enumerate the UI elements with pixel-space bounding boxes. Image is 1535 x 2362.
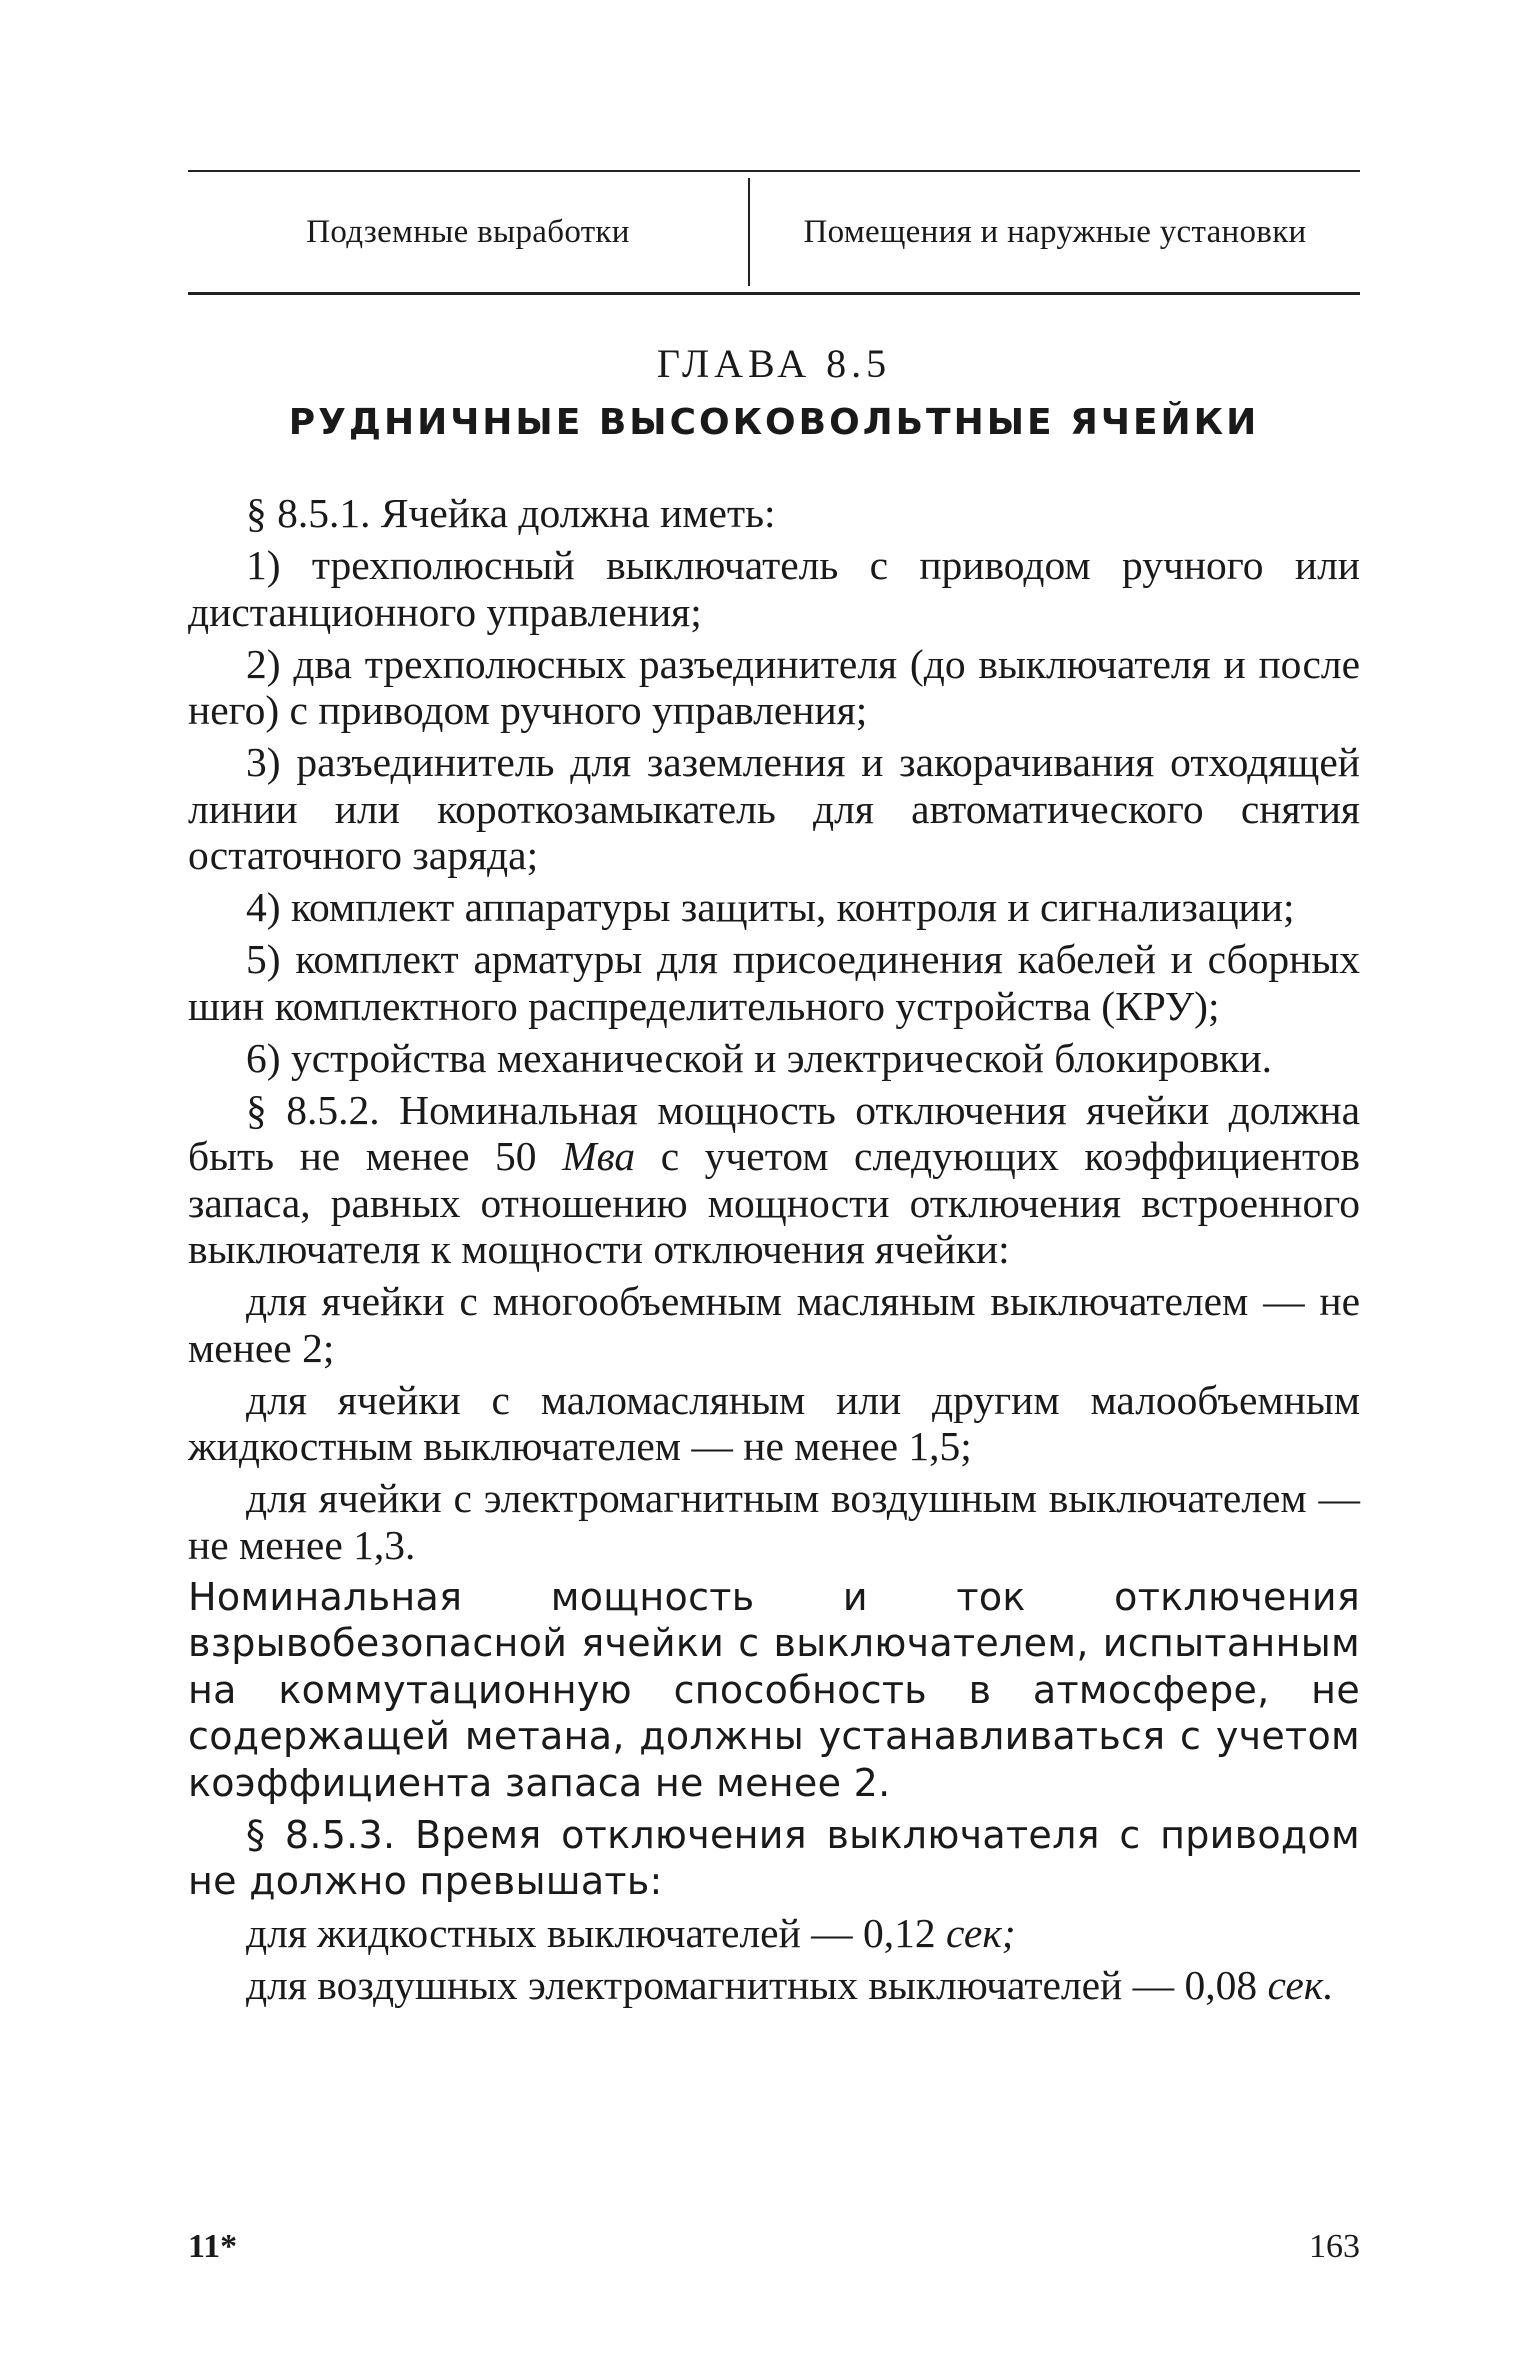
list-item: 1) трехполюсный выключатель с приводом ручного или дистанционного управления; xyxy=(188,542,1360,635)
unit-mva: Мва xyxy=(562,1133,636,1179)
unit-sec: сек. xyxy=(1267,1962,1334,2008)
list-item-text: для воздушных электромагнитных выключателей — 0,08 xyxy=(246,1962,1268,2008)
paragraph-8-5-1: § 8.5.1. Ячейка должна иметь: xyxy=(246,490,776,536)
paragraph-text: § 8.5.2. Номинальная мощность отключения ячейки должна быть не менее 50 xyxy=(188,1086,1360,1179)
chapter-title: РУДНИЧНЫЕ ВЫСОКОВОЛЬТНЫЕ ЯЧЕЙКИ xyxy=(288,402,1260,443)
page-number: 163 xyxy=(1309,2228,1360,2265)
list-item: для ячейки с многообъемным масляным выключателем — не менее 2; xyxy=(188,1278,1360,1371)
header-divider xyxy=(748,178,750,286)
chapter-label: ГЛАВА 8.5 xyxy=(656,341,892,386)
unit-sec: сек; xyxy=(946,1910,1016,1956)
list-item: для ячейки с маломасляным или другим малообъемным жидкостным выключателем — не менее 1,5; xyxy=(188,1376,1360,1469)
section-header-table xyxy=(188,170,1360,295)
page-footer xyxy=(188,2228,1360,2274)
signature-mark: 11* xyxy=(188,2228,238,2265)
header-cell-underground: Подземные выработки xyxy=(306,213,630,250)
paragraph-note: Номинальная мощность и ток отключения взрывобезопасной ячейки с выключателем, испытанным на коммутационную способность в атмосфере, не содержащей метана, должны устанавливаться с учетом коэффициента запаса не менее 2. xyxy=(188,1574,1360,1805)
body-text xyxy=(188,490,1360,2014)
list-item xyxy=(188,1962,1360,2009)
list-item: 2) два трехполюсных разъединителя (до выключателя и после него) с приводом ручного управления; xyxy=(188,640,1360,733)
list-item xyxy=(188,1910,1360,1957)
header-cell-premises: Помещения и наружные установки xyxy=(803,213,1307,250)
list-item: 5) комплект арматуры для присоединения кабелей и сборных шин комплектного распределительного устройства (КРУ); xyxy=(188,936,1360,1029)
list-item: 6) устройства механической и электрической блокировки. xyxy=(246,1034,1273,1081)
list-item: 4) комплект аппаратуры защиты, контроля и сигнализации; xyxy=(246,884,1295,930)
list-item: 3) разъединитель для заземления и закорачивания отходящей линии или короткозамыкатель для автоматического снятия остаточного заряда; xyxy=(188,739,1360,878)
list-item-text: для жидкостных выключателей — 0,12 xyxy=(246,1910,947,1956)
paragraph-8-5-3: § 8.5.3. Время отключения выключателя с приводом не должно превышать: xyxy=(188,1812,1360,1903)
paragraph-text: с учетом следующих коэффициентов запаса, равных отношению мощности отключения встроенного выключателя к мощности отключения ячейки: xyxy=(188,1133,1360,1272)
paragraph-8-5-2 xyxy=(188,1087,1360,1273)
list-item: для ячейки с электромагнитным воздушным выключателем — не менее 1,3. xyxy=(188,1475,1360,1568)
